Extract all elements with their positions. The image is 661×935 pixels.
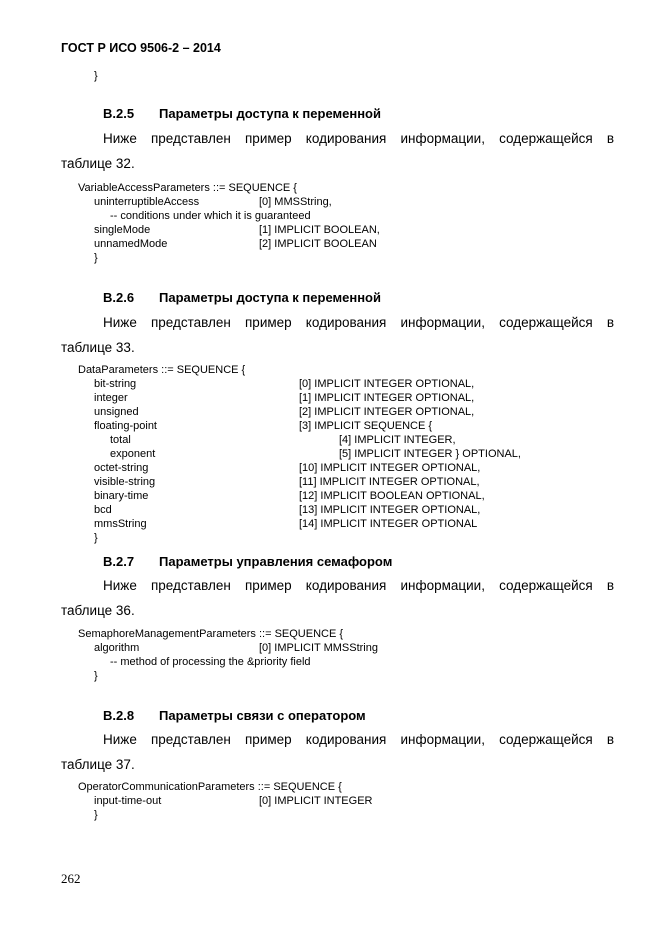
field-type: [12] IMPLICIT BOOLEAN OPTIONAL, — [299, 490, 485, 502]
field-name: integer — [94, 392, 128, 404]
field-type: [14] IMPLICIT INTEGER OPTIONAL — [299, 518, 478, 530]
field-type: [11] IMPLICIT INTEGER OPTIONAL, — [299, 476, 480, 488]
intro-paragraph-line: таблице 37. — [61, 757, 135, 772]
field-name: exponent — [110, 448, 156, 460]
field-type: [0] IMPLICIT INTEGER — [259, 795, 373, 807]
field-name: bcd — [94, 504, 112, 516]
closing-brace: } — [94, 670, 98, 682]
section-number: B.2.7 — [103, 554, 135, 569]
field-type: [1] IMPLICIT INTEGER OPTIONAL, — [299, 392, 475, 404]
field-name: input-time-out — [94, 795, 162, 807]
field-type: [0] IMPLICIT MMSString — [259, 642, 378, 654]
section-title: Параметры доступа к переменной — [159, 290, 381, 305]
intro-paragraph-line: Ниже представлен пример кодирования информации, содержащейся в — [103, 131, 614, 146]
intro-paragraph-line: Ниже представлен пример кодирования информации, содержащейся в — [103, 732, 614, 747]
page-number: 262 — [61, 871, 81, 886]
field-type: [3] IMPLICIT SEQUENCE { — [299, 420, 433, 432]
section-title: Параметры управления семафором — [159, 554, 393, 569]
field-name: algorithm — [94, 642, 140, 654]
intro-paragraph-line: Ниже представлен пример кодирования информации, содержащейся в — [103, 315, 614, 330]
field-name: mmsString — [94, 518, 147, 530]
section-number: B.2.6 — [103, 290, 135, 305]
field-type: [2] IMPLICIT BOOLEAN — [259, 238, 377, 250]
field-name: unsigned — [94, 406, 139, 418]
intro-paragraph-line: таблице 33. — [61, 340, 135, 355]
closing-brace: } — [94, 809, 98, 821]
code-comment: -- method of processing the &priority field — [110, 656, 311, 668]
field-name: total — [110, 434, 131, 446]
field-name: bit-string — [94, 378, 137, 390]
field-name: binary-time — [94, 490, 149, 502]
field-type: [13] IMPLICIT INTEGER OPTIONAL, — [299, 504, 481, 516]
closing-brace: } — [94, 70, 98, 82]
code-line: VariableAccessParameters ::= SEQUENCE { — [78, 182, 297, 194]
field-name: floating-point — [94, 420, 157, 432]
field-type: [0] MMSString, — [259, 196, 332, 208]
field-type: [10] IMPLICIT INTEGER OPTIONAL, — [299, 462, 481, 474]
field-type: [4] IMPLICIT INTEGER, — [339, 434, 456, 446]
field-name: visible-string — [94, 476, 156, 488]
field-name: uninterruptibleAccess — [94, 196, 200, 208]
field-type: [5] IMPLICIT INTEGER } OPTIONAL, — [339, 448, 521, 460]
section-title: Параметры доступа к переменной — [159, 106, 381, 121]
field-type: [1] IMPLICIT BOOLEAN, — [259, 224, 380, 236]
intro-paragraph-line: таблице 36. — [61, 603, 135, 618]
closing-brace: } — [94, 252, 98, 264]
section-title: Параметры связи с оператором — [159, 708, 366, 723]
field-name: unnamedMode — [94, 238, 168, 250]
intro-paragraph-line: Ниже представлен пример кодирования информации, содержащейся в — [103, 578, 614, 593]
closing-brace: } — [94, 532, 98, 544]
field-name: singleMode — [94, 224, 151, 236]
field-name: octet-string — [94, 462, 149, 474]
field-type: [2] IMPLICIT INTEGER OPTIONAL, — [299, 406, 475, 418]
section-number: B.2.5 — [103, 106, 135, 121]
code-line: SemaphoreManagementParameters ::= SEQUENCE { — [78, 628, 344, 640]
document-header: ГОСТ Р ИСО 9506-2 – 2014 — [61, 41, 221, 55]
intro-paragraph-line: таблице 32. — [61, 156, 135, 171]
code-line: DataParameters ::= SEQUENCE { — [78, 364, 246, 376]
field-type: [0] IMPLICIT INTEGER OPTIONAL, — [299, 378, 475, 390]
code-comment: -- conditions under which it is guaranteed — [110, 210, 311, 222]
section-number: B.2.8 — [103, 708, 135, 723]
code-line: OperatorCommunicationParameters ::= SEQUENCE { — [78, 781, 342, 793]
